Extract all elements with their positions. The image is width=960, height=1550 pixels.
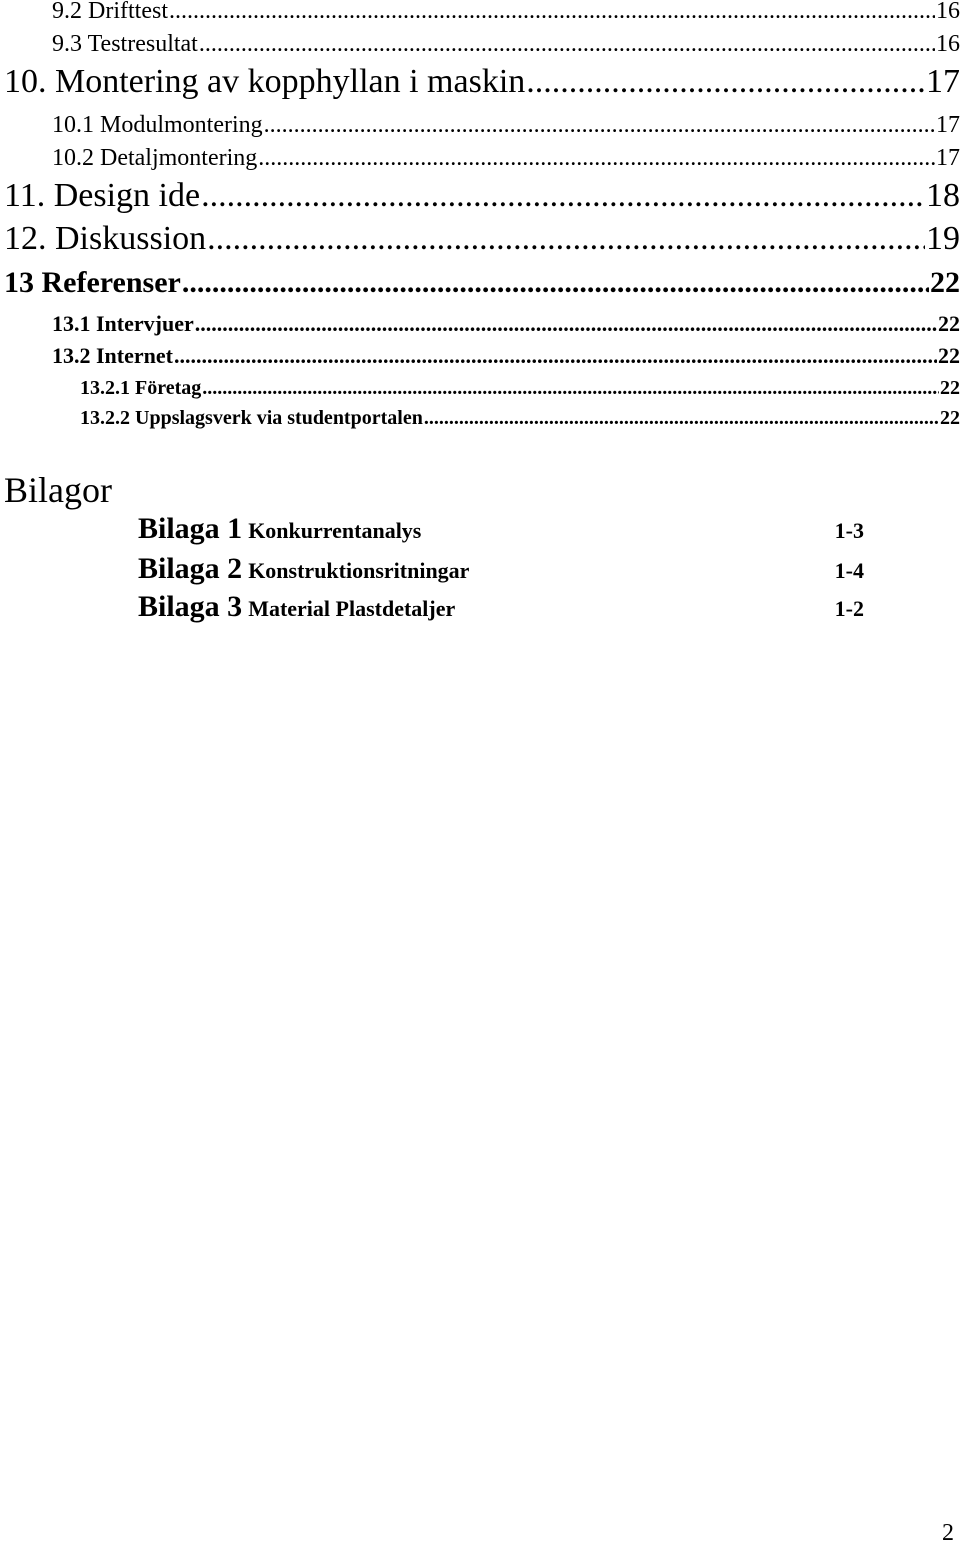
toc-leader-dots	[258, 145, 935, 172]
toc-entry-page: 22	[940, 377, 960, 399]
toc-leader-dots	[264, 112, 935, 139]
appendix-pages: 1-2	[834, 596, 864, 621]
toc-leader-dots	[202, 377, 939, 400]
toc-entry[interactable]	[4, 177, 960, 215]
toc-entry[interactable]	[80, 407, 960, 430]
appendix-title: Material Plastdetaljer	[248, 596, 456, 621]
appendix-label: Bilaga 3	[138, 590, 243, 623]
toc-entry[interactable]	[4, 266, 960, 300]
appendix-title: Konkurrentanalys	[248, 518, 422, 543]
toc-entry[interactable]	[52, 0, 960, 25]
toc-entry-label: 13.1 Intervjuer	[52, 311, 194, 336]
toc-leader-dots	[526, 63, 925, 101]
toc-entry[interactable]	[80, 377, 960, 400]
appendix-item	[138, 590, 864, 624]
toc-entry-page: 18	[926, 177, 960, 214]
toc-leader-dots	[195, 311, 937, 337]
toc-entry-page: 16	[936, 0, 960, 24]
toc-entry-label: 11. Design ide	[4, 177, 201, 214]
toc-entry-label: 13.2 Internet	[52, 343, 173, 368]
toc-entry[interactable]	[52, 343, 960, 369]
toc-leader-dots	[424, 407, 939, 430]
toc-entry-page: 19	[926, 220, 960, 257]
toc-leader-dots	[174, 343, 937, 369]
toc-entry[interactable]	[52, 31, 960, 58]
toc-entry-page: 22	[940, 407, 960, 429]
toc-leader-dots	[169, 0, 935, 25]
toc-entry-page: 22	[930, 266, 960, 299]
toc-entry[interactable]	[52, 112, 960, 139]
appendix-label: Bilaga 2	[138, 552, 243, 585]
toc-entry-label: 13 Referenser	[4, 266, 181, 299]
toc-leader-dots	[207, 220, 925, 258]
toc-entry-label: 9.3 Testresultat	[52, 31, 198, 57]
appendix-item	[138, 512, 864, 546]
appendices-heading: Bilagor	[4, 470, 112, 510]
appendix-pages: 1-3	[834, 518, 864, 543]
toc-leader-dots	[199, 31, 935, 58]
appendix-title: Konstruktionsritningar	[248, 558, 470, 583]
toc-entry-page: 16	[936, 31, 960, 57]
toc-entry-label: 10.1 Modulmontering	[52, 112, 263, 138]
toc-entry-page: 17	[926, 63, 960, 100]
toc-entry[interactable]	[52, 145, 960, 172]
toc-entry-label: 12. Diskussion	[4, 220, 207, 257]
toc-entry-label: 10. Montering av kopphyllan i maskin	[4, 63, 526, 100]
appendix-pages: 1-4	[834, 558, 864, 583]
toc-entry-page: 17	[936, 145, 960, 171]
toc-entry-page: 17	[936, 112, 960, 138]
toc-entry-page: 22	[938, 311, 960, 336]
toc-entry-page: 22	[938, 343, 960, 368]
toc-entry-label: 13.2.1 Företag	[80, 377, 202, 399]
toc-entry-label: 9.2 Drifttest	[52, 0, 168, 24]
toc-entry[interactable]	[52, 311, 960, 337]
toc-leader-dots	[201, 177, 925, 215]
toc-entry-label: 10.2 Detaljmontering	[52, 145, 258, 171]
toc-entry-label: 13.2.2 Uppslagsverk via studentportalen	[80, 407, 423, 429]
toc-leader-dots	[182, 266, 929, 300]
appendix-label: Bilaga 1	[138, 512, 243, 545]
toc-entry[interactable]	[4, 220, 960, 258]
toc-entry[interactable]	[4, 63, 960, 101]
page-number: 2	[942, 1520, 954, 1546]
appendix-item	[138, 552, 864, 586]
